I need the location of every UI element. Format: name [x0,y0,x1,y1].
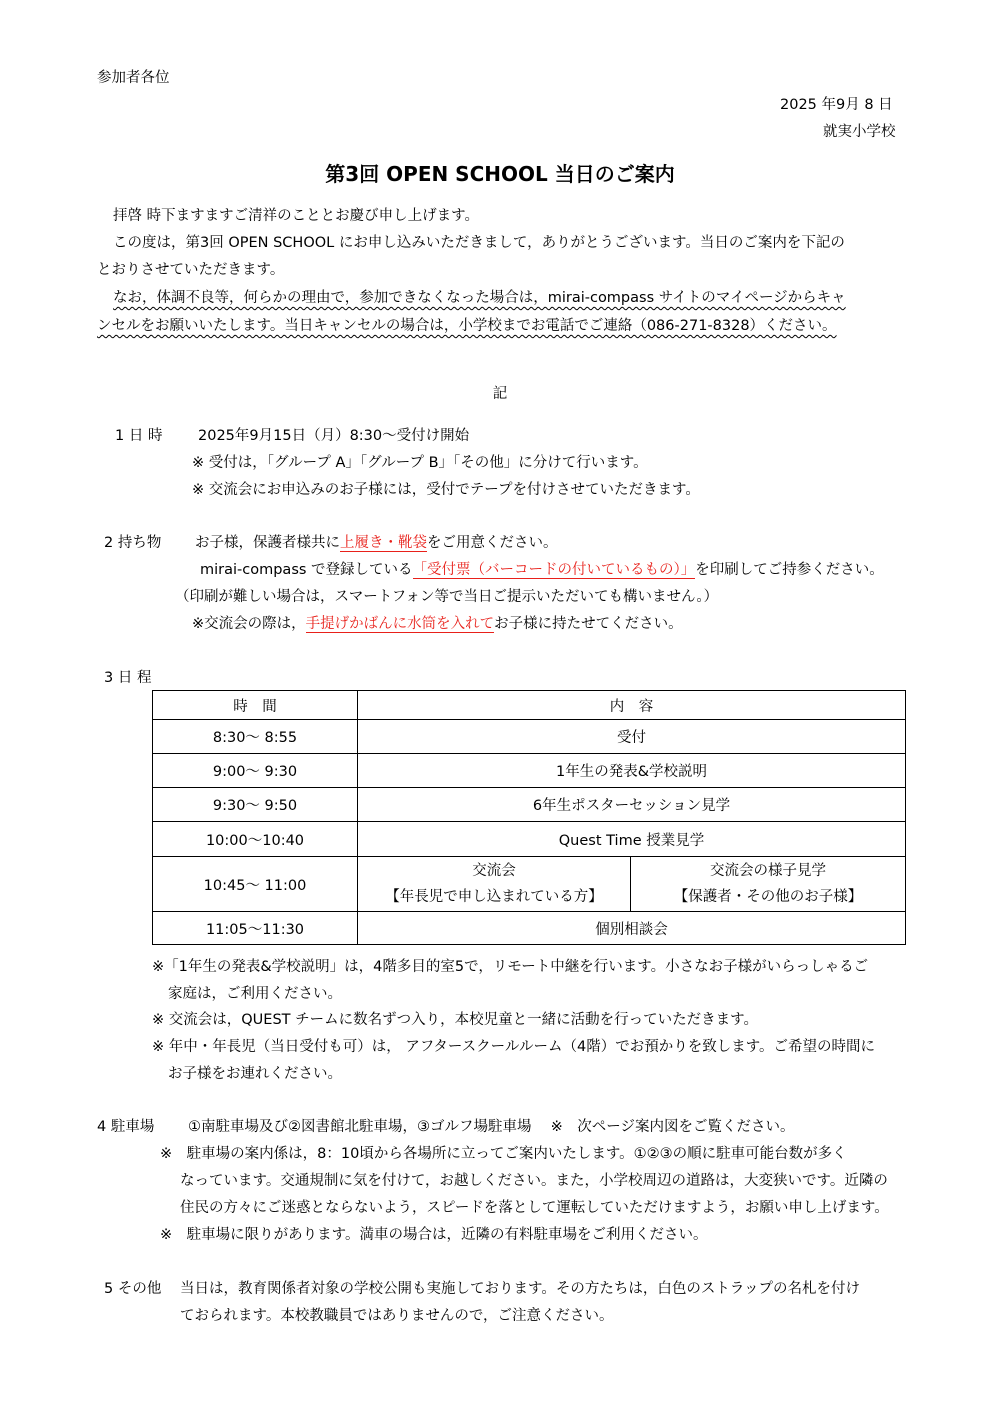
table-row [153,822,906,857]
table-row [153,720,906,754]
observe-target: 【保護者・その他のお子様】 [673,889,863,905]
row-time: 9:00～ 9:30 [153,754,358,788]
cancel-notice-line-2: ンセルをお願いいたします。当日キャンセルの場合は，小学校までお電話でご連絡（086-271-8328）ください。 [97,318,837,334]
table-header-row [153,691,906,720]
recipients: 参加者各位 [97,70,170,86]
exchange-title: 交流会 [472,863,516,879]
row-content: 1年生の発表&学校説明 [358,754,906,788]
items-line-3: （印刷が難しい場合は，スマートフォン等で当日ご提示いただいても構いません。） [175,589,719,605]
items-line-1-highlight: 上履き・靴袋 [340,535,427,551]
tape-note: ※ 交流会にお申込みのお子様には，受付でテープを付けさせていただきます。 [192,482,700,498]
items-line-2-post: を印刷してご持参ください。 [695,562,884,578]
items-line-2 [200,558,884,579]
intro-line-2: とおりさせていただきます。 [97,262,285,278]
table-row [153,754,906,788]
items-line-4-highlight: 手提げかばんに水筒を入れて [305,616,495,632]
items-line-4-post: お子様に持たせてください。 [494,616,683,632]
other-line-2: ておられます。本校教職員ではありませんので，ご注意ください。 [180,1308,614,1324]
schedule-note-3-line-1: ※ 年中・年長児（当日受付も可）は， アフタースクールルーム（4階）でお預かりを致します。ご希望の時間に [152,1039,876,1055]
table-row [153,788,906,822]
items-line-1-pre: お子様，保護者様共に [195,535,340,551]
school-name: 就実小学校 [823,124,896,140]
document-date: 2025 年9月 8 日 [780,97,893,113]
table-row [153,857,906,912]
row-time: 9:30～ 9:50 [153,788,358,822]
section-2-label: 2 持ち物 [104,535,162,551]
schedule-note-1-line-1: ※「1年生の発表&学校説明」は，4階多目的室5で，リモート中継を行います。小さなお子様がいらっしゃるご [152,959,869,975]
parking-note-1-line-3: 住民の方々にご迷惑とならないよう，スピードを落として運転していただけますよう，お願い申し上げます。 [180,1200,889,1216]
header-content: 内 容 [358,691,906,720]
row-content-exchange [358,857,631,912]
schedule-table [152,690,906,945]
row-time: 10:45～ 11:00 [153,857,358,912]
row-content: 受付 [358,720,906,754]
items-line-1 [195,531,558,552]
parking-lots: ①南駐車場及び②図書館北駐車場，③ゴルフ場駐車場 ※ 次ページ案内図をご覧ください。 [188,1119,795,1135]
header-time: 時 間 [153,691,358,720]
items-line-2-highlight: 「受付票（バーコードの付いているもの）」 [412,562,696,578]
cancel-notice-line-1: なお，体調不良等，何らかの理由で，参加できなくなった場合は，mirai-compass サイトのマイページからキャ [113,290,846,306]
reception-note: ※ 受付は，「グループ A」「グループ B」「その他」に分けて行います。 [192,455,648,471]
section-1-label: 1 日 時 [115,428,163,444]
items-line-4 [192,612,683,633]
row-content: 6年生ポスターセッション見学 [358,788,906,822]
row-time: 11:05～11:30 [153,912,358,945]
parking-note-1-line-2: なっています。交通規制に気を付けて，お越しください。また，小学校周辺の道路は，大変狭いです。近隣の [180,1173,888,1189]
parking-note-2: ※ 駐車場に限りがあります。満車の場合は，近隣の有料駐車場をご利用ください。 [160,1227,708,1243]
schedule-note-2: ※ 交流会は，QUEST チームに数名ずつ入り，本校児童と一緒に活動を行っていただきます。 [152,1012,758,1028]
schedule-note-3-line-2: お子様をお連れください。 [168,1066,342,1082]
row-content: Quest Time 授業見学 [358,822,906,857]
row-time: 10:00～10:40 [153,822,358,857]
exchange-target: 【年長児で申し込まれている方】 [385,889,603,905]
items-line-2-pre: mirai-compass で登録している [200,562,413,578]
greeting: 拝啓 時下ますますご清祥のこととお慶び申し上げます。 [113,208,479,224]
section-3-label: 3 日 程 [104,670,152,686]
table-row [153,912,906,945]
schedule-note-1-line-2: 家庭は，ご利用ください。 [168,986,342,1002]
other-line-1: 当日は，教育関係者対象の学校公開も実施しております。その方たちは，白色のストラップの名札を付け [180,1281,861,1297]
items-line-1-post: をご用意ください。 [427,535,558,551]
ki-heading: 記 [492,386,508,402]
items-line-4-pre: ※交流会の際は， [192,616,306,632]
event-datetime: 2025年9月15日（月）8:30～受付け開始 [198,428,470,444]
row-content: 個別相談会 [358,912,906,945]
document-title: 第3回 OPEN SCHOOL 当日のご案内 [325,162,675,186]
row-time: 8:30～ 8:55 [153,720,358,754]
row-content-observe [631,857,906,912]
observe-title: 交流会の様子見学 [710,863,826,879]
section-4-label: 4 駐車場 [97,1119,155,1135]
intro-line-1: この度は，第3回 OPEN SCHOOL にお申し込みいただきまして，ありがとうございます。当日のご案内を下記の [113,235,845,251]
section-5-label: 5 その他 [104,1281,162,1297]
parking-note-1-line-1: ※ 駐車場の案内係は，8：10頃から各場所に立ってご案内いたします。①②③の順に駐車可能台数が多く [160,1146,847,1162]
